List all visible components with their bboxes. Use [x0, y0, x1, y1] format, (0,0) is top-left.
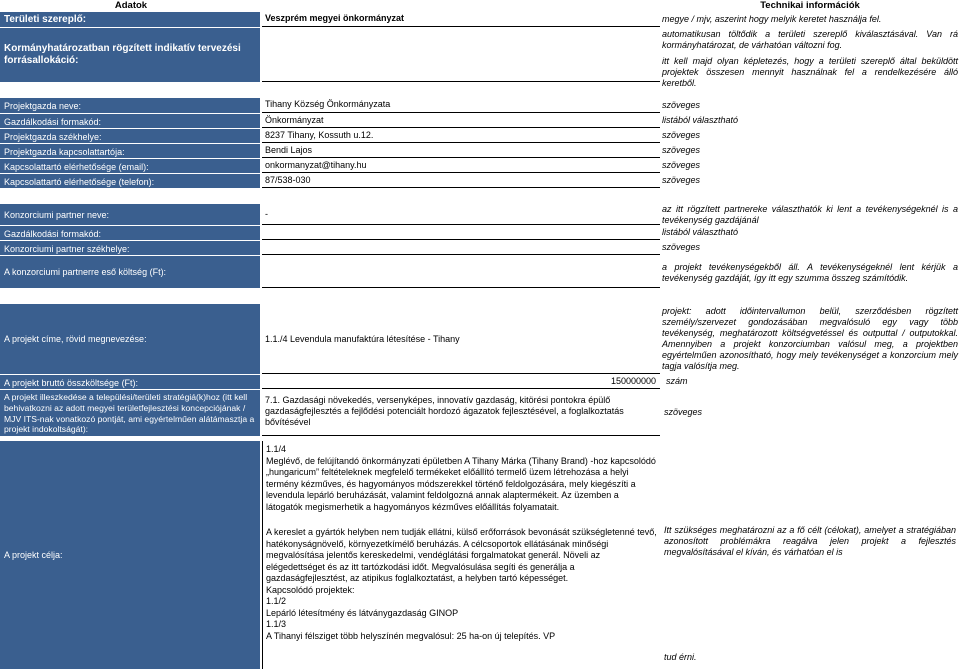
header-adatok: Adatok — [114, 0, 148, 11]
applicant-seat-value[interactable]: 8237 Tihany, Kossuth u.12. — [262, 129, 660, 143]
applicant-form-value[interactable]: Önkormányzat — [262, 114, 660, 128]
project-title-value[interactable]: 1.1./4 Levendula manufaktúra létesítése - Tihany — [262, 304, 660, 374]
goal-line-6: 1.1/2 — [266, 596, 287, 606]
project-cost-info: szám — [666, 376, 688, 386]
project-goal-info-2: tud érni. — [664, 652, 697, 662]
applicant-name-label: Projektgazda neve: — [0, 98, 260, 113]
goal-line-7: Lepárló létesítmény és látványgazdaság GINOP — [266, 607, 459, 618]
consortium-form-label: Gazdálkodási formakód: — [0, 226, 260, 240]
consortium-name-value[interactable]: - — [262, 204, 660, 225]
consortium-name-info: az itt rögzített partnereke választhatók ki lent a tevékenységeknél is a tevékenység gazdájánál — [662, 204, 958, 225]
goal-line-9: A Tihanyi félsziget több helyszínén megvalósul: 25 ha-on új telepítés. VP — [266, 630, 556, 641]
project-goal-info: Itt szükséges meghatározni az a fő célt (célokat), amelyet a stratégiában azonosított problémákra reagálva jelen projekt a fejlesztés megvalósításával el kíván, és várhatóan el is — [664, 525, 956, 557]
funding-value[interactable] — [262, 28, 660, 82]
project-goal-label: A projekt célja: — [0, 441, 260, 669]
consortium-cost-value[interactable] — [262, 256, 660, 288]
goal-line-3 — [266, 513, 657, 527]
funding-info-1: automatikusan töltődik a területi szereplő kiválasztásával. Van rá kormányhatározat, de várhatóan változni fog. — [662, 29, 958, 50]
goal-line-8: 1.1/3 — [266, 619, 287, 629]
territorial-value[interactable]: Veszprém megyei önkormányzat — [262, 12, 660, 27]
applicant-seat-info: szöveges — [662, 130, 701, 140]
consortium-seat-label: Konzorciumi partner székhelye: — [0, 241, 260, 255]
project-fit-value[interactable]: 7.1. Gazdasági növekedés, versenyképes, innovatív gazdaság, kitörési pontokra épülő gazdaságfejlesztés a fejlődési potenciált hordozó ágazatok fejlesztésével, a foglalkoztatás bővítésével — [262, 390, 660, 436]
applicant-email-label: Kapcsolattartó elérhetősége (email): — [0, 159, 260, 173]
funding-label: Kormányhatározatban rögzített indikatív tervezési forrásallokáció: — [0, 28, 260, 82]
project-title-label: A projekt címe, rövid megnevezése: — [0, 304, 260, 374]
project-title-info: projekt: adott időintervallumon belül, szerződésben rögzített személy/szervezet gondozásában megvalósuló egy vagy több tevékenység, meghatározott költségvetéssel és outputtal / outputokkal. Amennyiben a projekt konzorciumban valósul meg, a projektben egyértelműen azonosítható, hogy mely tevékenységet a konzorcium mely tagja valósítja meg. — [662, 306, 958, 371]
applicant-name-info: szöveges — [662, 100, 701, 110]
applicant-form-label: Gazdálkodási formakód: — [0, 114, 260, 128]
consortium-form-info: listából választható — [662, 227, 739, 237]
consortium-cost-label: A konzorciumi partnerre eső költség (Ft): — [0, 256, 260, 288]
consortium-form-value[interactable] — [262, 226, 660, 240]
header-technical-info: Technikai információk — [760, 0, 860, 11]
consortium-cost-info: a projekt tevékenységekből áll. A tevékenységeknél lent kérjük a tevékenység gazdáját, így itt egy szumma összeg számítódik. — [662, 262, 958, 283]
applicant-contact-label: Projektgazda kapcsolattartója: — [0, 144, 260, 158]
project-goal-value[interactable] — [262, 441, 660, 669]
project-cost-label: A projekt bruttó összköltsége (Ft): — [0, 375, 260, 389]
applicant-name-value[interactable]: Tihany Község Önkormányzata — [262, 98, 660, 113]
applicant-contact-value[interactable]: Bendi Lajos — [262, 144, 660, 158]
goal-line-1: 1.1/4 — [266, 444, 287, 454]
applicant-phone-info: szöveges — [662, 175, 701, 185]
territorial-info: megye / mjv, aszerint hogy melyik keretet használja fel. — [662, 14, 882, 24]
consortium-seat-value[interactable] — [262, 241, 660, 255]
applicant-email-info: szöveges — [662, 160, 701, 170]
consortium-seat-info: szöveges — [662, 242, 701, 252]
project-fit-label: A projekt illeszkedése a települési/területi stratégiá(k)hoz (itt kell behivatkozni az adott megyei területfejlesztési koncepciójának / MJV ITS-nak vonatkozó pontját, ami egyértelműen alátámasztja a projekt indokoltságát): — [0, 390, 260, 436]
applicant-phone-value[interactable]: 87/538-030 — [262, 174, 660, 188]
goal-line-5: Kapcsolódó projektek: — [266, 584, 355, 595]
project-fit-info: szöveges — [664, 407, 703, 417]
applicant-email-value[interactable]: onkormanyzat@tihany.hu — [262, 159, 660, 173]
funding-info-2: itt kell majd olyan képletezés, hogy a területi szereplő által beküldött projektek összesen mennyit használnak fel a rendelkezésére álló keretből. — [662, 56, 958, 88]
project-cost-value[interactable]: 150000000 — [262, 375, 660, 389]
applicant-form-info: listából választható — [662, 115, 739, 125]
goal-line-2: Meglévő, de felújítandó önkormányzati épületben A Tihany Márka (Tihany Brand) -hoz kapcsolódó „hungaricum” feltételeknek megfelelő termékeket előállító termelő üzem létrehozása a helyi termény kézműves, és hagyományos módszerekkel történő feldolgozására, mely kiegészíti a levendula lepárló beruházását, valamint feldolgozná annak alaptermékeit. Az üzemben a látogatók megismerhetik a hagyományos kézműves előállítás folyamatait. — [266, 455, 656, 512]
goal-line-4: A kereslet a gyártók helyben nem tudják ellátni, külső erőforrások bevonását szükségletenné tevő, hatékonyságnövelő, környezetkímélő beruházás. A célcsoportok ellátásának minőségi megvalósítása jelentős kereskedelmi, vendéglátási forgalmatokat generál. Növeli az elégedettséget és az itt tartózkodási időt. Megvalósulása segíti és generálja a gazdaságfejlesztést, az atipikus foglalkoztatást, a helyben tartó képességet. — [266, 527, 657, 583]
territorial-label: Területi szereplő: — [0, 12, 260, 27]
consortium-name-label: Konzorciumi partner neve: — [0, 204, 260, 225]
applicant-contact-info: szöveges — [662, 145, 701, 155]
applicant-phone-label: Kapcsolattartó elérhetősége (telefon): — [0, 174, 260, 188]
applicant-seat-label: Projektgazda székhelye: — [0, 129, 260, 143]
